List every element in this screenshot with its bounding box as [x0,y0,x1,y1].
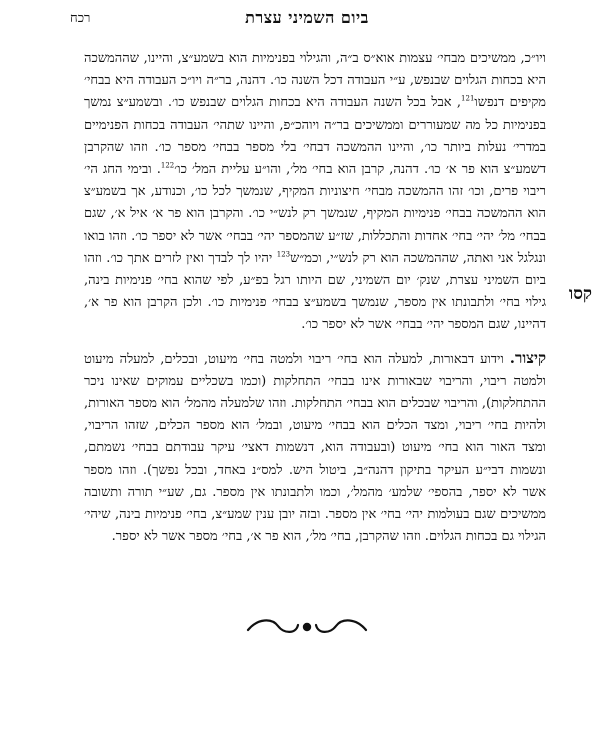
summary-text: וידוע דבאורות, למעלה הוא בחי׳ ריבוי ולמטה בחי׳ מיעוט, ובכלים, למעלה מיעוט ולמטה ריבוי, והריבוי שבאורות אינו בבחי׳ התחלקות (וכמו בשכליים עמוקים שאינו ניכר ההתחלקות), והריבוי שבכלים הוא בבחי׳ התחלקות. וזהו שלמעלה מהמל׳ הוא מספר האורות, ולהיות בחי׳ ריבוי, ומצד הכלים הוא בבחי׳ מיעוט, ובמל׳ הוא מספר הכלים, שזהו הריבוי, ומצד האור הוא בחי׳ מיעוט (ובעבודה הוא, דנשמות דאצי׳ עיקר עבודתם בבחי׳ נשמתם, ונשמות דבי״ע העיקר בתיקון דהנה״ב, ביטול היש. למס״נ באחד, ובכל נפשך). וזהו מספר אשר לא יספר, בהספי׳ שלמע׳ מהמל׳, וכמו ולתבונתו אין מספר. גם, שע״י תורה ותשובה ממשיכים שגם בעולמות יהי׳ בחי׳ אין מספר. ובזה יובן ענין שמע״צ, בחי׳ פנימיות בינה, שיהי׳ הגילוי גם בכחות הגלוים. וזהו שהקרבן, בחי׳ מל׳, הוא פר א׳, בחי׳ מספר אשר לא יספר. [84,351,546,545]
footnote-marker: 123 [276,250,291,259]
footnote-marker: 122 [160,161,175,170]
running-header [30,8,584,30]
text-run: . ובימי החג הי׳ ריבוי פרים, וכו׳ זהו ההמשכה מבחי׳ חיצוניות המקיף, שנמשך לכל כו׳, וכנודע, אך בשמע״צ הוא ההמשכה בבחי׳ פנימיות המקיף, שנמשך רק לנש״י כו׳. והקרבן הוא פר א׳ איל א׳, שגם בבחי׳ מל׳ יהי׳ בחי׳ אחדות והתכללות, שז״ע שהמספר יהי׳ בבחי׳ אשר לא יספר כו׳. וזהו בואו ונגלגל אני ואתה, שההמשכה הוא רק לנש״י, וכמ״ש [84,162,547,266]
margin-section-number: קסו [568,284,592,304]
text-run: ויו״כ, ממשיכים מבחי׳ עצמות אוא״ס ב״ה, והגילוי בפנימיות הוא בשמע״צ, והיינו, שההמשכה היא בכחות הגלוים שבנפש, ע״י העבודה דכל השנה כו׳. דהנה, בר״ה ויו״כ העבודה היא בבחי׳ מקיפים דנפשו [84,51,547,111]
text-run: יהיו לך לבדך ואין לזרים אתך כו׳. וזהו ביום השמיני עצרת, שנק׳ יום השמיני, שם היותו רגל בפ״ע, לפי שהוא בחי׳ פנימיות בינה, גילוי בחי׳ ולתבונתו אין מספר, שנמשך בשמע״צ בבחי׳ פנימיות כו׳. ולכן הקרבן הוא פר א׳, דהיינו, שגם המספר יהי׳ בבחי׳ אשר לא יספר כו׳. [84,250,546,333]
footnote-marker: 121 [461,95,475,104]
page-title: ביום השמיני עצרת [245,8,369,27]
paragraph-summary [84,347,546,549]
main-text [84,48,546,548]
paragraph-main [84,48,546,337]
flourish-dot-ornament-icon [0,616,614,642]
summary-label: קיצור. [509,348,546,367]
text-run: , אבל בכל השנה העבודה היא בכחות הגלוים שבנפש כו׳. ובשמע״צ נמשך בפנימיות כל מה שמעוררים וממשיכים בר״ה ויוהכ״פ, והיינו שתהי׳ העבודה בכחות הפנימיים במדרי׳ נעלות ביותר כו׳, והיינו ההמשכה דבחי׳ בלי מספר בבחי׳ מספר כו׳. וזהו שהקרבן דשמע״צ הוא פר א׳ כו׳. דהנה, קרבן הוא בחי׳ מל׳, והו״ע עליית המל׳ כו׳ [84,95,546,178]
page-number: רכח [70,11,91,26]
